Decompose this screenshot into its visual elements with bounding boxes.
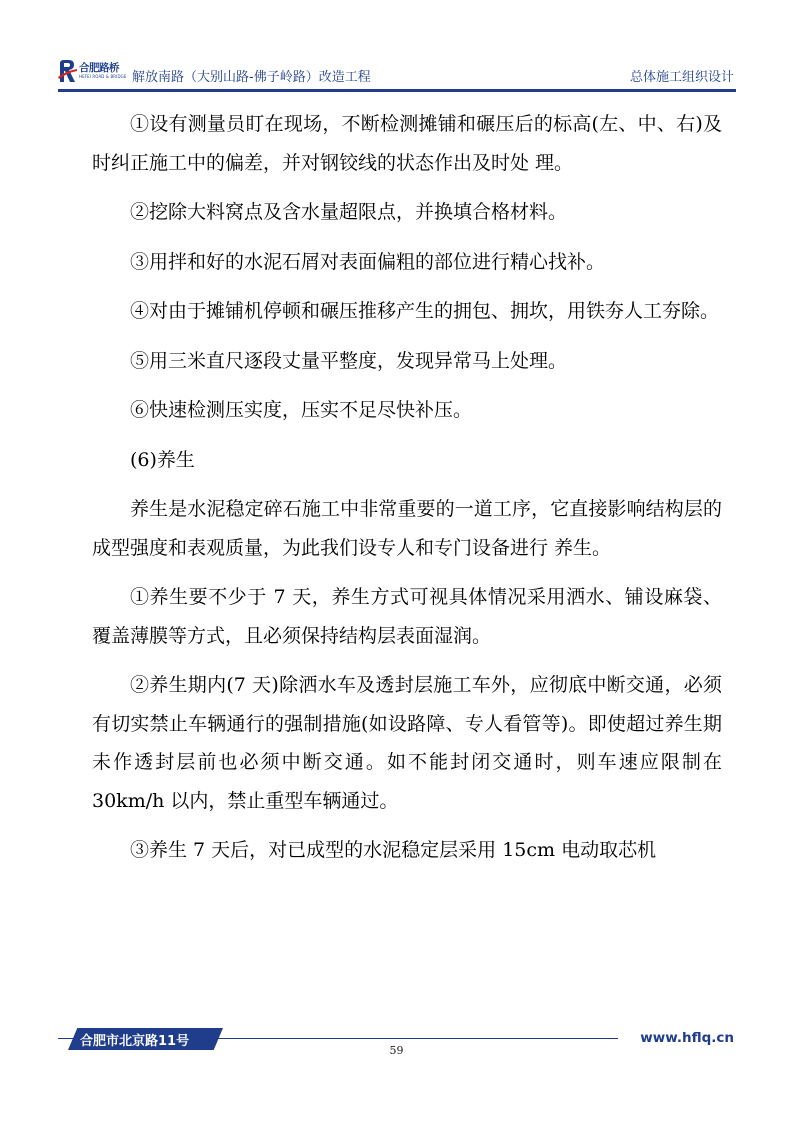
page-number: 59 <box>389 1044 404 1057</box>
footer-website: www.hflq.cn <box>640 1030 734 1046</box>
paragraph: 养生是水泥稳定碎石施工中非常重要的一道工序，它直接影响结构层的成型强度和表观质量，为此我们设专人和专门设备进行 养生。 <box>92 498 722 559</box>
header-divider <box>58 89 736 92</box>
document-body <box>92 105 722 881</box>
paragraph: ①设有测量员盯在现场，不断检测摊铺和碾压后的标高(左、中、右)及时纠正施工中的偏差，并对钢铰线的状态作出及时处 理。 <box>92 113 722 174</box>
document-title: 总体施工组织设计 <box>629 70 734 85</box>
paragraph: ④对由于摊铺机停顿和碾压推移产生的拥包、拥坎，用铁夯人工夯除。 <box>130 300 720 322</box>
section-heading: (6)养生 <box>130 448 195 471</box>
paragraph: ②养生期内(7 天)除洒水车及透封层施工车外，应彻底中断交通，必须有切实禁止车辆通行的强制措施(如设路障、专人看管等)。即使超过养生期未作透封层前也必须中断交通。如不能封闭交通时，则车速应限制在 30km/h 以内，禁止重型车辆通过。 <box>92 674 722 812</box>
paragraph: ③养生 7 天后，对已成型的水泥稳定层采用 15cm 电动取芯机 <box>130 839 657 861</box>
paragraph: ③用拌和好的水泥石屑对表面偏粗的部位进行精心找补。 <box>130 250 606 273</box>
logo-mark-icon <box>58 59 78 83</box>
paragraph: ⑥快速检测压实度，压实不足尽快补压。 <box>130 399 473 421</box>
paragraph: ②挖除大料窝点及含水量超限点，并换填合格材料。 <box>130 201 568 223</box>
logo-subtitle: HEFEI ROAD & BRIDGE <box>79 74 127 79</box>
footer-address: 合肥市北京路11号 <box>80 1034 190 1049</box>
company-logo <box>58 58 127 84</box>
project-title: 解放南路（大别山路-佛子岭路）改造工程 <box>132 70 371 85</box>
paragraph: ⑤用三米直尺逐段丈量平整度，发现异常马上处理。 <box>130 349 568 372</box>
logo-name: 合肥路桥 <box>79 62 119 74</box>
paragraph: ①养生要不少于 7 天，养生方式可视具体情况采用洒水、铺设麻袋、覆盖薄膜等方式，且必须保持结构层表面湿润。 <box>92 586 722 647</box>
